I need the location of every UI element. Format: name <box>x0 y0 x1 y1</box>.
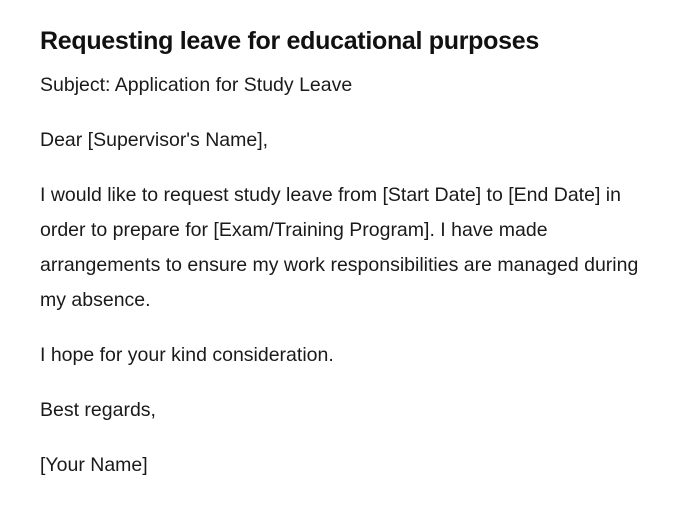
consideration-line: I hope for your kind consideration. <box>40 344 334 366</box>
body-paragraph: I would like to request study leave from [Start Date] to [End Date] in order to prepare for [Exam/Training Program]. I have made arrangements to ensure my work responsibilities are managed during my absence. <box>40 184 639 311</box>
greeting: Dear [Supervisor's Name], <box>40 129 269 151</box>
closing-line: Best regards, <box>40 399 156 421</box>
document-title: Requesting leave for educational purposes <box>40 27 539 55</box>
subject-line: Subject: Application for Study Leave <box>40 74 353 96</box>
signature-placeholder: [Your Name] <box>40 454 148 476</box>
letter-document <box>40 24 660 503</box>
